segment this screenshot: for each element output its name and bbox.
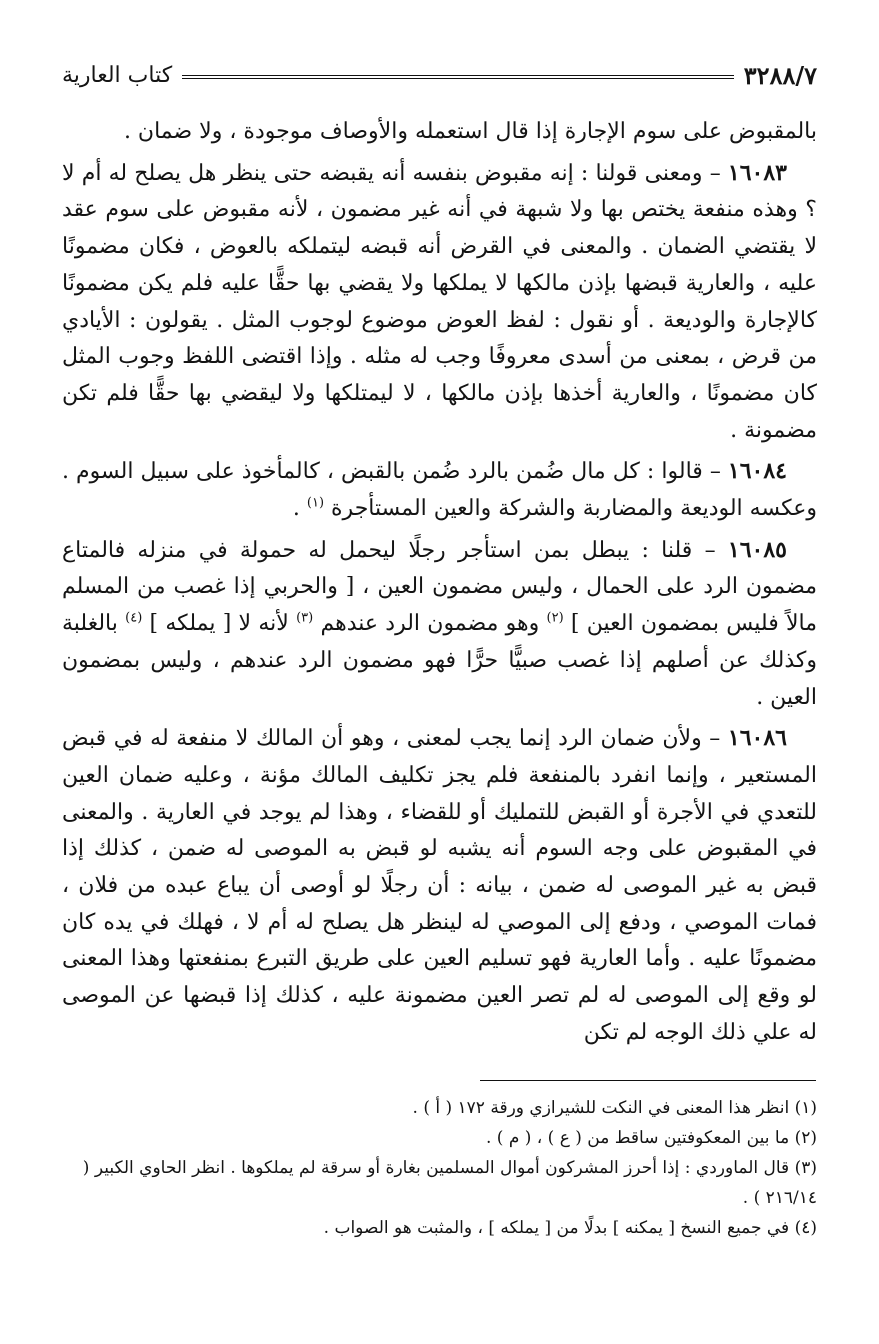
- paragraph-text-part-4: بالغلبة وكذلك عن أصلهم إذا غصب صبيًّا حرًّا فهو مضمون الرد عندهم ، وليس بمضمون العين .: [62, 611, 817, 710]
- paragraph-continuation: [62, 114, 817, 151]
- header-double-rule: [182, 75, 734, 79]
- paragraph-text-part-3: لأنه لا [ يملكه ]: [149, 611, 297, 637]
- paragraph-16083: [62, 155, 817, 450]
- issue-number: ١٦٠٨٣: [727, 159, 787, 186]
- paragraph-text: – قالوا : كل مال ضُمن بالرد ضُمن بالقبض ، كالمأخوذ على سبيل السوم . وعكسه الوديعة والمضاربة والشركة والعين المستأجرة: [62, 459, 817, 522]
- paragraph-text: بالمقبوض على سوم الإجارة إذا قال استعمله والأوصاف موجودة ، ولا ضمان .: [123, 119, 817, 144]
- paragraph-16085: [62, 532, 817, 717]
- footnote-2: (٢) ما بين المعكوفتين ساقط من ( ع ) ، ( م ) .: [485, 1128, 817, 1148]
- footnote-ref-1[interactable]: (١): [306, 495, 325, 511]
- paragraph-text: – قلنا : يبطل بمن استأجر رجلًا ليحمل له حمولة في منزله فالمتاع مضمون الرد على الحمال ، وليس مضمون العين ، [ والحربي إذا غصب من المسلم مالاً فليس بمضمون العين ]: [62, 537, 818, 637]
- paragraph-text-end: .: [292, 496, 307, 522]
- issue-number: ١٦٠٨٥: [727, 536, 787, 563]
- book-chapter-title: كتاب العارية: [62, 62, 173, 88]
- footnote-3: (٣) قال الماوردي : إذا أحرز المشركون أموال المسلمين بغارة أو سرقة لم يملكوها . انظر الحاوي الكبير ( ٢١٦/١٤ ) .: [82, 1158, 817, 1208]
- paragraph-text: – ومعنى قولنا : إنه مقبوض بنفسه أنه يقبضه حتى ينظر هل يصلح له أم لا ؟ وهذه منفعة يختص بها ولا شبهة في أنه غير مضمون ، لأنه مقبوض على سوم عقد لا يقتضي الضمان . والمعنى في القرض أنه قبضه ليتملكه بالعوض ، فكان مضمونًا عليه ، والعارية قبضها بإذن مالكها لا يملكها ولا يقضي بها حقًّا عليه فلم يكن مضمونًا كالإجارة والوديعة . أو نقول : لفظ العوض موضوع لوجوب المثل . يقولون : الأيادي من قرض ، بمعنى من أسدى معروفًا وجب له مثله . وإذا اقتضى اللفظ وجوب المثل كان مضمونًا ، والعارية أخذها بإذن مالكها ، لا ليمتلكها ولا ليقضي بها حقًّا فلم تكن مضمونة .: [62, 160, 818, 443]
- footnote-ref-2[interactable]: (٢): [546, 610, 564, 626]
- footnote-ref-4[interactable]: (٤): [125, 610, 143, 626]
- paragraph-16084: [62, 453, 817, 527]
- footnote-1: (١) انظر هذا المعنى في النكت للشيرازي ورقة ١٧٢ ( أ ) .: [412, 1098, 817, 1118]
- paragraph-text: – ولأن ضمان الرد إنما يجب لمعنى ، وهو أن المالك لا منفعة له في قبض المستعير ، وإنما انفرد بالمنفعة فلم يجز تكليف المالك مؤنة ، وعليه ضمان العين للتعدي في الأجرة أو القبض للتمليك أو للقضاء ، وهذا لم يوجد في العارية . والمعنى في المقبوض على وجه السوم أنه يشبه لو قبض به الموصى له ضمن ، كذلك إذا قبض به غير الموصى له ضمن ، بيانه : أن رجلًا لو أوصى أن يباع عبده من فلان ، فمات الموصي ، ودفع إلى الموصي له لينظر هل يصلح له أم لا ، فهلك في يده كان مضمونًا عليه . وأما العارية فهو تسليم العين على طريق التبرع بمنفعتها وهذا المعنى لو وقع إلى الموصى له لم تصر العين مضمونة عليه ، كذلك إذا قبضها عن الموصى له علي ذلك الوجه لم تكن: [62, 726, 817, 1045]
- footnote-ref-3[interactable]: (٣): [296, 610, 314, 626]
- main-text: [62, 114, 817, 1052]
- paragraph-text-part-2: وهو مضمون الرد عندهم: [320, 611, 547, 637]
- footnote-4: (٤) في جميع النسخ [ يمكنه ] بدلًا من [ يملكه ] ، والمثبت هو الصواب .: [323, 1218, 817, 1238]
- paragraph-16086: [62, 720, 817, 1051]
- issue-number: ١٦٠٨٤: [727, 458, 787, 485]
- footnote-separator: [480, 1080, 816, 1081]
- page-header: [62, 58, 817, 92]
- page-reference-number: ٣٢٨٨/٧: [743, 60, 817, 90]
- issue-number: ١٦٠٨٦: [727, 725, 787, 752]
- footnotes: [62, 1093, 817, 1243]
